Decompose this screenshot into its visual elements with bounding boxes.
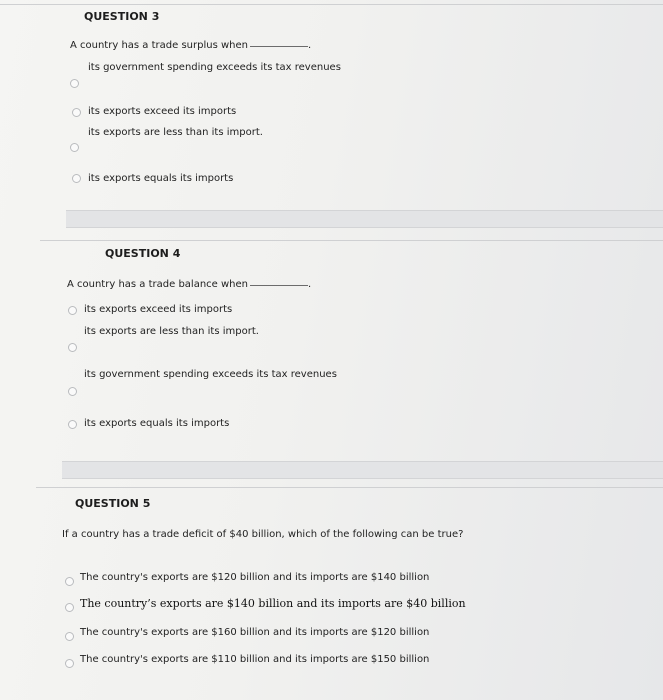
- question-3-blank: [250, 46, 308, 47]
- question-4-option-1-radio[interactable]: [68, 306, 77, 315]
- question-3-option-3-label[interactable]: its exports are less than its import.: [88, 127, 263, 138]
- question-4-option-2-radio[interactable]: [68, 343, 77, 352]
- question-5-option-3-radio[interactable]: [65, 632, 74, 641]
- question-5-option-4-label[interactable]: The country's exports are $110 billion and its imports are $150 billion: [80, 654, 430, 665]
- question-5-option-2-radio[interactable]: [65, 603, 74, 612]
- question-5-option-4-radio[interactable]: [65, 659, 74, 668]
- question-4-divider: [40, 240, 663, 241]
- question-4-footer-band: [62, 461, 663, 479]
- question-5-option-1-label[interactable]: The country's exports are $120 billion and its imports are $140 billion: [80, 572, 430, 583]
- question-3-title: QUESTION 3: [84, 10, 160, 23]
- question-3-prompt-text: A country has a trade surplus when: [70, 40, 248, 51]
- question-4-prompt: [67, 279, 311, 290]
- question-5-divider: [36, 487, 663, 488]
- question-4-option-2-label[interactable]: its exports are less than its import.: [84, 326, 259, 337]
- top-divider: [0, 4, 663, 5]
- question-5-option-1-radio[interactable]: [65, 577, 74, 586]
- question-3-blank-tail: .: [307, 40, 312, 51]
- question-5-title: QUESTION 5: [75, 497, 151, 510]
- question-3-option-4-label[interactable]: its exports equals its imports: [88, 173, 234, 184]
- question-5-option-2-label[interactable]: The country’s exports are $140 billion and its imports are $40 billion: [80, 597, 466, 610]
- question-4-title: QUESTION 4: [105, 247, 181, 260]
- question-4-option-3-radio[interactable]: [68, 387, 77, 396]
- question-4-option-4-label[interactable]: its exports equals its imports: [84, 418, 230, 429]
- question-4-blank: [250, 285, 308, 286]
- question-3-option-2-label[interactable]: its exports exceed its imports: [88, 106, 237, 117]
- question-4-prompt-text: A country has a trade balance when: [67, 279, 248, 290]
- question-5-prompt: If a country has a trade deficit of $40 billion, which of the following can be true?: [62, 529, 464, 540]
- question-4-option-3-label[interactable]: its government spending exceeds its tax revenues: [84, 369, 337, 380]
- question-4-option-1-label[interactable]: its exports exceed its imports: [84, 304, 233, 315]
- question-5-option-3-label[interactable]: The country's exports are $160 billion and its imports are $120 billion: [80, 627, 430, 638]
- question-3-footer-band: [66, 210, 663, 228]
- question-3-option-1-radio[interactable]: [70, 79, 79, 88]
- question-3-option-2-radio[interactable]: [72, 108, 81, 117]
- question-4-blank-tail: .: [308, 279, 312, 290]
- question-3-option-3-radio[interactable]: [70, 143, 79, 152]
- question-3-option-4-radio[interactable]: [72, 174, 81, 183]
- question-3-prompt: [70, 40, 311, 51]
- question-4-option-4-radio[interactable]: [68, 420, 77, 429]
- question-3-option-1-label[interactable]: its government spending exceeds its tax revenues: [88, 62, 341, 73]
